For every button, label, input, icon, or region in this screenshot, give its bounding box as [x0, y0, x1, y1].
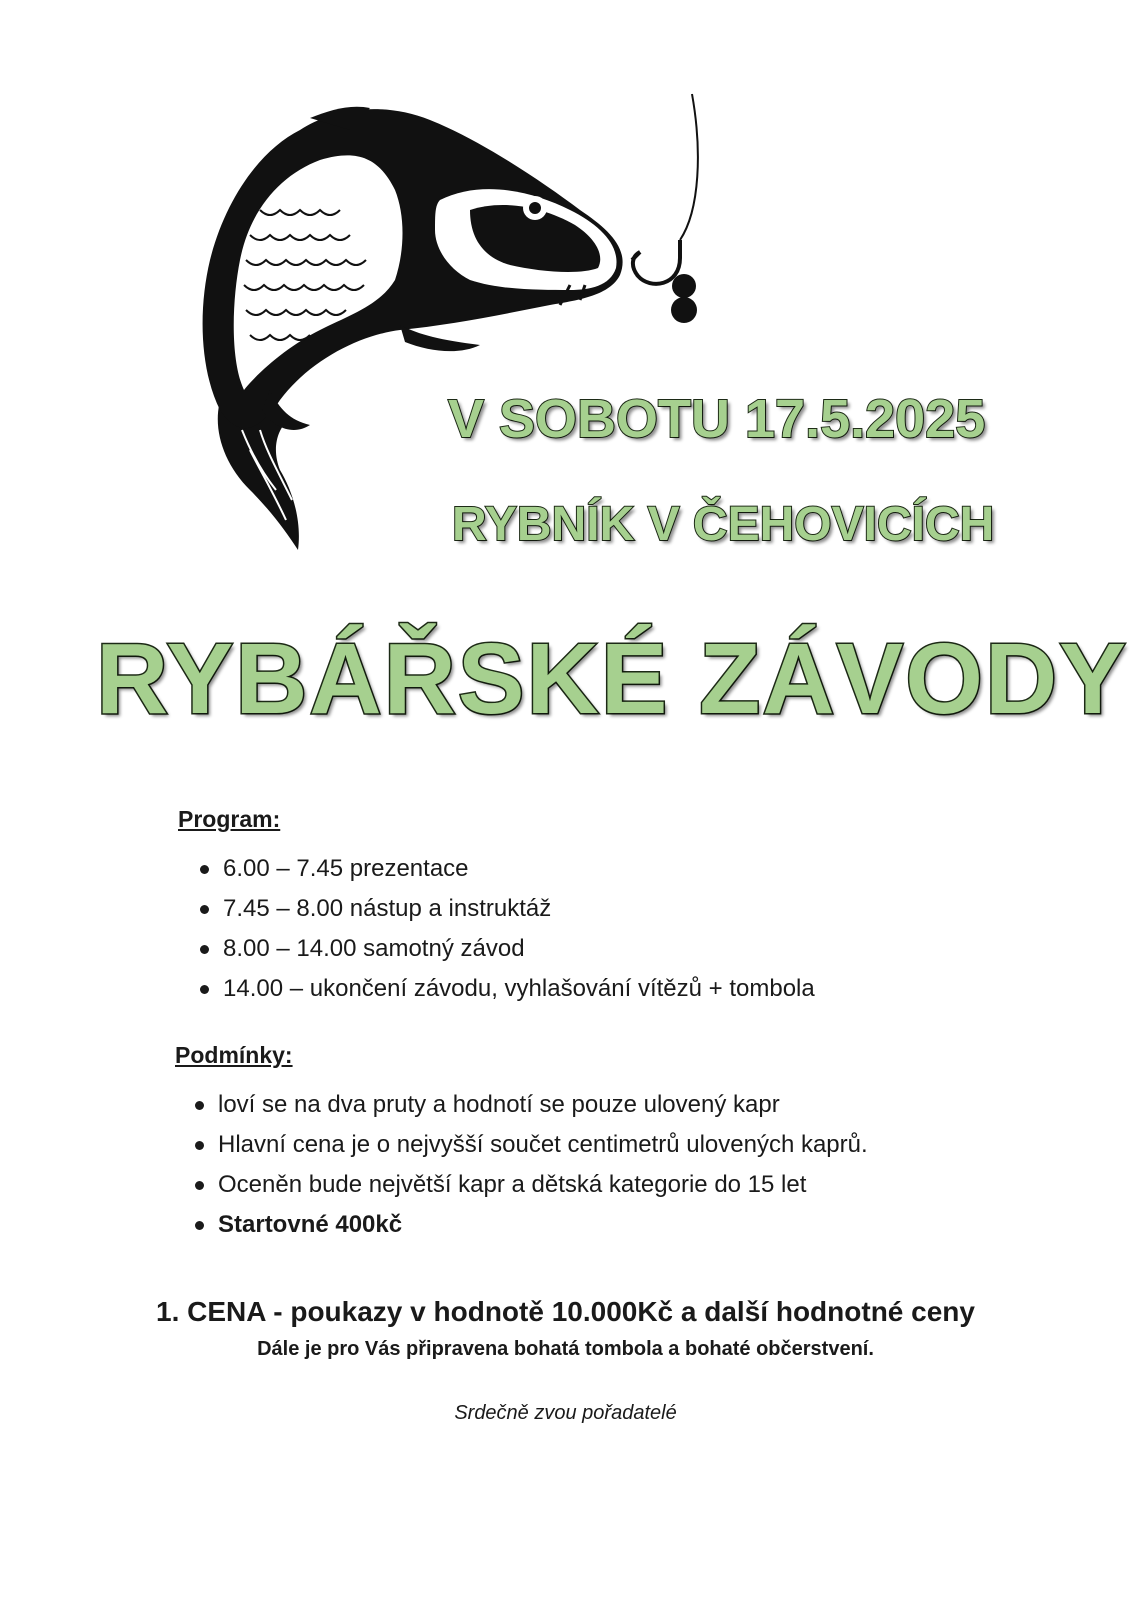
bullet-icon [195, 1101, 204, 1110]
program-heading: Program: [178, 806, 281, 832]
bullet-icon [195, 1221, 204, 1230]
program-item-text: 14.00 – ukončení závodu, vyhlašování vítězů + tombola [223, 975, 815, 1002]
bullet-icon [200, 865, 209, 874]
program-item-text: 7.45 – 8.00 nástup a instruktáž [223, 895, 552, 922]
condition-item-text: Hlavní cena je o nejvyšší součet centimetrů ulovených kaprů. [218, 1131, 868, 1158]
list-item [200, 929, 815, 969]
list-item [200, 969, 815, 1009]
bullet-icon [195, 1181, 204, 1190]
main-prize: 1. CENA - poukazy v hodnotě 10.000Kč a další hodnotné ceny [156, 1296, 975, 1327]
entry-fee-text: Startovné 400kč [218, 1211, 403, 1238]
conditions-list [195, 1085, 868, 1245]
condition-item-text: Oceněn bude největší kapr a dětská kategorie do 15 let [218, 1171, 807, 1198]
bullet-icon [195, 1141, 204, 1150]
list-item [195, 1085, 868, 1125]
list-item [195, 1125, 868, 1165]
carp-with-hook-icon [180, 90, 720, 560]
list-item [200, 889, 815, 929]
bullet-icon [200, 945, 209, 954]
event-date: V SOBOTU 17.5.2025 [448, 389, 986, 449]
bullet-icon [200, 985, 209, 994]
conditions-heading: Podmínky: [175, 1042, 293, 1068]
extra-info: Dále je pro Vás připravena bohatá tombola a bohaté občerstvení. [257, 1338, 874, 1360]
program-item-text: 6.00 – 7.45 prezentace [223, 855, 469, 882]
page-title: RYBÁŘSKÉ ZÁVODY [96, 623, 1128, 735]
organizers-signature: Srdečně zvou pořadatelé [454, 1402, 677, 1424]
program-item-text: 8.00 – 14.00 samotný závod [223, 935, 525, 962]
program-list [200, 849, 815, 1009]
bullet-icon [200, 905, 209, 914]
event-location: RYBNÍK V ČEHOVICÍCH [452, 498, 995, 551]
condition-item-text: loví se na dva pruty a hodnotí se pouze ulovený kapr [218, 1091, 780, 1118]
list-item [195, 1205, 868, 1245]
list-item [195, 1165, 868, 1205]
list-item [200, 849, 815, 889]
